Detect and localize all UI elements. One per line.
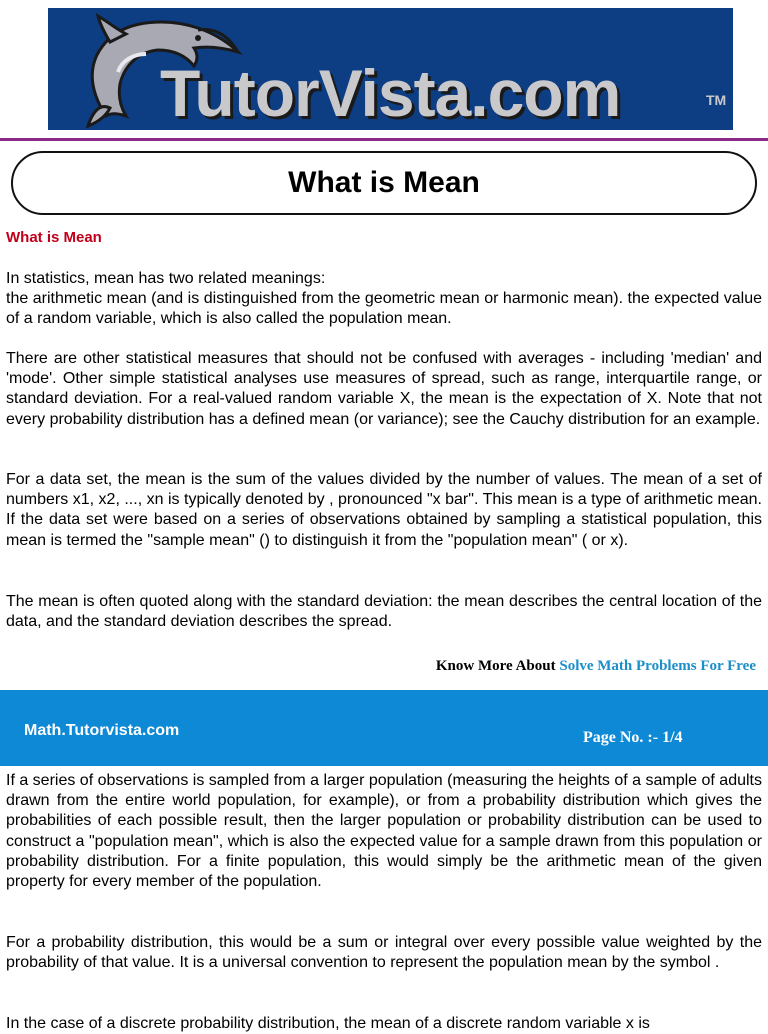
page-footer (0, 690, 768, 766)
page-title: What is Mean (288, 166, 480, 199)
paragraph-5: If a series of observations is sampled from a larger population (measuring the heights of a sample of adults drawn from the entire world population, for example), or from a probability distribution which gives the probabilities of each possible result, then the larger population or probability distribution can be used to construct a "population mean", which is also the expected value for a sample drawn from this population or probability distribution. For a finite population, this would simply be the arithmetic mean of the given property for every member of the population. (6, 772, 762, 891)
logo-trademark: TM (706, 92, 727, 108)
paragraph-2: There are other statistical measures that should not be confused with averages - including 'median' and 'mode'. Other simple statistical analyses use measures of spread, such as range, interquartile range, or standard deviation. For a real-valued random variable X, the mean is the expectation of X. Note that not every probability distribution has a defined mean (or variance); see the Cauchy distribution for an example. (6, 350, 762, 428)
tutorvista-logo (48, 8, 733, 130)
paragraph-4: The mean is often quoted along with the standard deviation: the mean describes the central location of the data, and the standard deviation describes the spread. (6, 593, 762, 631)
title-banner (11, 151, 757, 215)
solve-math-link[interactable]: Solve Math Problems For Free (559, 658, 756, 674)
footer-site-name[interactable]: Math.Tutorvista.com (24, 722, 180, 739)
section-heading: What is Mean (6, 229, 102, 246)
paragraph-1: In statistics, mean has two related meanings: the arithmetic mean (and is distinguished from the geometric mean or harmonic mean). the expected value of a random variable, which is also called the population mean. (6, 270, 762, 328)
know-more-line (436, 658, 756, 675)
paragraph-3: For a data set, the mean is the sum of the values divided by the number of values. The mean of a set of numbers x1, x2, ..., xn is typically denoted by , pronounced "x bar". This mean is a type of arithmetic mean. If the data set were based on a series of observations obtained by sampling a statistical population, this mean is termed the "sample mean" () to distinguish it from the "population mean" ( or x). (6, 471, 762, 549)
logo-wordmark: TutorVista.com (160, 56, 621, 130)
paragraph-6: For a probability distribution, this would be a sum or integral over every possible value weighted by the probability of that value. It is a universal convention to represent the population mean by the symbol . (6, 934, 762, 972)
know-more-label: Know More About (435, 658, 560, 674)
paragraph-7: In the case of a discrete probability distribution, the mean of a discrete random variable x is (6, 1015, 650, 1032)
footer-page-number: Page No. :- 1/4 (583, 729, 683, 746)
header-divider (0, 138, 768, 141)
